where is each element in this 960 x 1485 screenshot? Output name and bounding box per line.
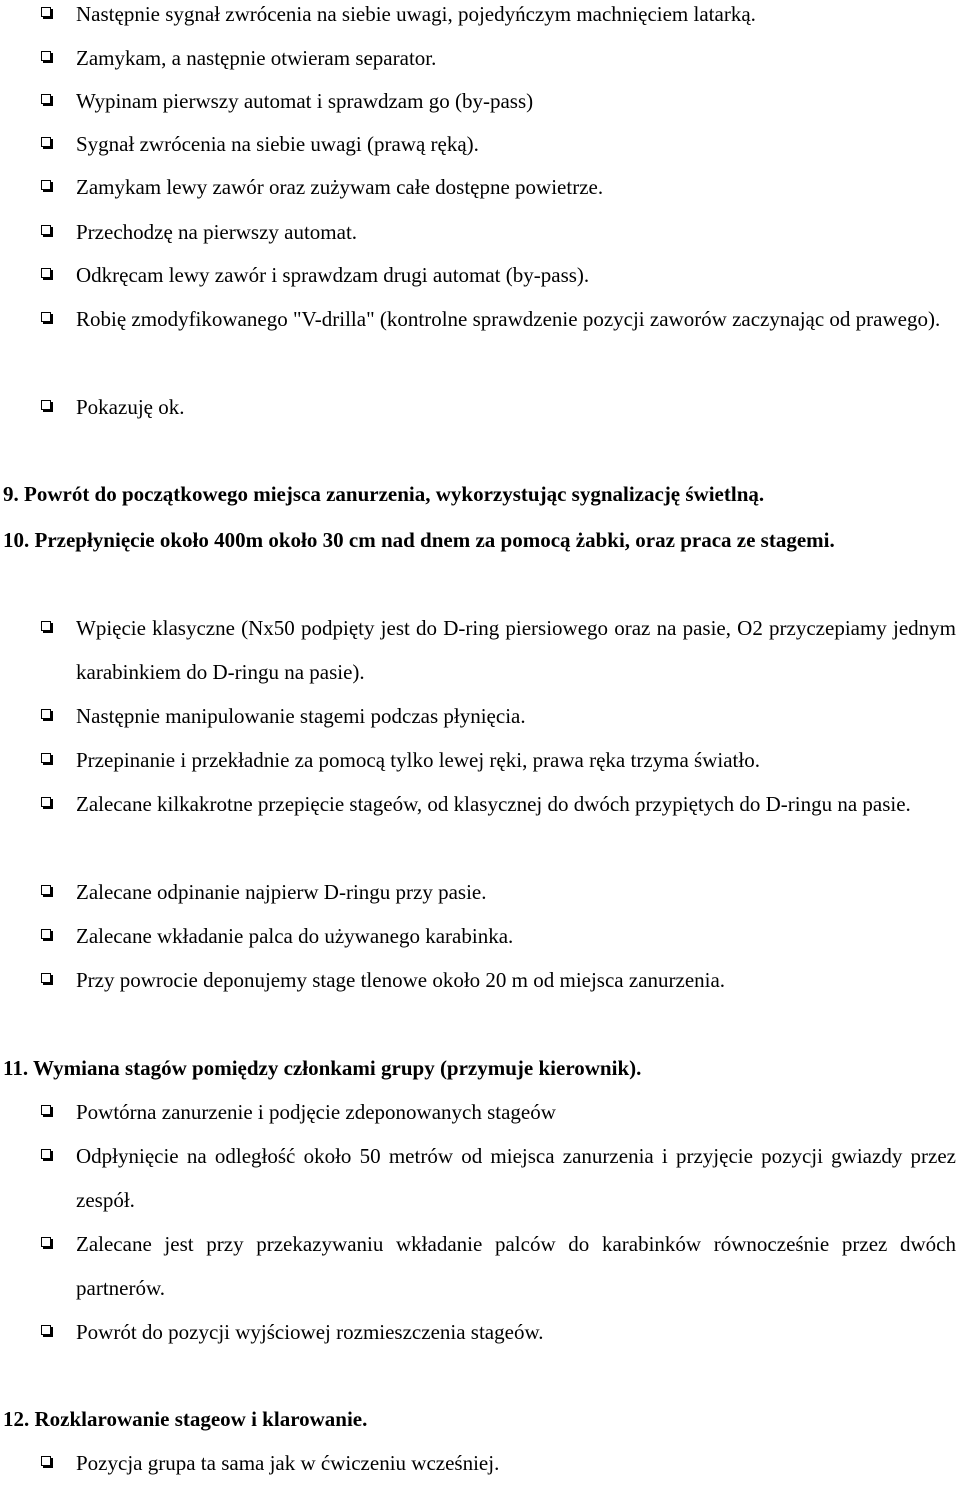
list-item-text: Przechodzę na pierwszy automat.	[76, 220, 358, 244]
checkbox-bullet-icon	[41, 973, 51, 983]
list-item-text: Powrót do pozycji wyjściowej rozmieszczenia stageów.	[76, 1320, 544, 1344]
checkbox-bullet-icon	[41, 709, 51, 719]
list-item-text: Wpięcie klasyczne (Nx50 podpięty jest do D-ring piersiowego oraz na pasie, O2 przyczepiamy jednym karabinkiem do D-ringu na pasie).	[76, 616, 956, 684]
checkbox-bullet-icon	[41, 51, 51, 61]
checkbox-bullet-icon	[41, 180, 51, 190]
section-heading-12: 12. Rozklarowanie stageow i klarowanie.	[3, 1407, 368, 1431]
list-item-text: Zalecane wkładanie palca do używanego karabinka.	[76, 924, 514, 948]
list-item-text: Następnie manipulowanie stagemi podczas płynięcia.	[76, 704, 526, 728]
checkbox-bullet-icon	[41, 1105, 51, 1115]
list-item-text: Przy powrocie deponujemy stage tlenowe około 20 m od miejsca zanurzenia.	[76, 968, 726, 992]
list-item-text: Zamykam, a następnie otwieram separator.	[76, 46, 437, 70]
list-item-text: Zalecane kilkakrotne przepięcie stageów, od klasycznej do dwóch przypiętych do D-ringu na pasie.	[76, 792, 911, 816]
list-item-text: Pokazuję ok.	[76, 395, 185, 419]
checkbox-bullet-icon	[41, 929, 51, 939]
list-item-text: Odpłynięcie na odległość około 50 metrów od miejsca zanurzenia i przyjęcie pozycji gwiazdy przez zespół.	[76, 1144, 956, 1212]
list-item-text: Odkręcam lewy zawór i sprawdzam drugi automat (by-pass).	[76, 263, 590, 287]
list-item-text: Przepinanie i przekładnie za pomocą tylko lewej ręki, prawa ręka trzyma światło.	[76, 748, 760, 772]
list-item-text: Zalecane odpinanie najpierw D-ringu przy pasie.	[76, 880, 487, 904]
checkbox-bullet-icon	[41, 7, 51, 17]
list-item-text: Następnie sygnał zwrócenia na siebie uwagi, pojedyńczym machnięciem latarką.	[76, 2, 756, 26]
checkbox-bullet-icon	[41, 268, 51, 278]
section-heading-9: 9. Powrót do początkowego miejsca zanurzenia, wykorzystując sygnalizację świetlną.	[3, 482, 765, 506]
checkbox-bullet-icon	[41, 312, 51, 322]
list-item-text: Sygnał zwrócenia na siebie uwagi (prawą ręką).	[76, 132, 479, 156]
list-item-text: Powtórna zanurzenie i podjęcie zdeponowanych stageów	[76, 1100, 556, 1124]
checkbox-bullet-icon	[41, 400, 51, 410]
checkbox-bullet-icon	[41, 1456, 51, 1466]
checkbox-bullet-icon	[41, 797, 51, 807]
checkbox-bullet-icon	[41, 137, 51, 147]
list-item-text: Zalecane jest przy przekazywaniu wkładanie palców do karabinków równocześnie przez dwóch partnerów.	[76, 1232, 956, 1300]
list-item-text: Pozycja grupa ta sama jak w ćwiczeniu wcześniej.	[76, 1451, 500, 1475]
section-heading-10: 10. Przepłynięcie około 400m około 30 cm nad dnem za pomocą żabki, oraz praca ze stagemi.	[3, 528, 835, 552]
checkbox-bullet-icon	[41, 885, 51, 895]
list-item-text: Robię zmodyfikowanego "V-drilla" (kontrolne sprawdzenie pozycji zaworów zaczynając od prawego).	[76, 307, 941, 331]
list-item-text: Wypinam pierwszy automat i sprawdzam go (by-pass)	[76, 89, 534, 113]
checkbox-bullet-icon	[41, 225, 51, 235]
checkbox-bullet-icon	[41, 621, 51, 631]
checkbox-bullet-icon	[41, 1149, 51, 1159]
section-heading-11: 11. Wymiana stagów pomiędzy członkami grupy (przymuje kierownik).	[3, 1056, 642, 1080]
checkbox-bullet-icon	[41, 94, 51, 104]
list-item-text: Zamykam lewy zawór oraz zużywam całe dostępne powietrze.	[76, 175, 604, 199]
checkbox-bullet-icon	[41, 1325, 51, 1335]
checkbox-bullet-icon	[41, 1237, 51, 1247]
checkbox-bullet-icon	[41, 753, 51, 763]
